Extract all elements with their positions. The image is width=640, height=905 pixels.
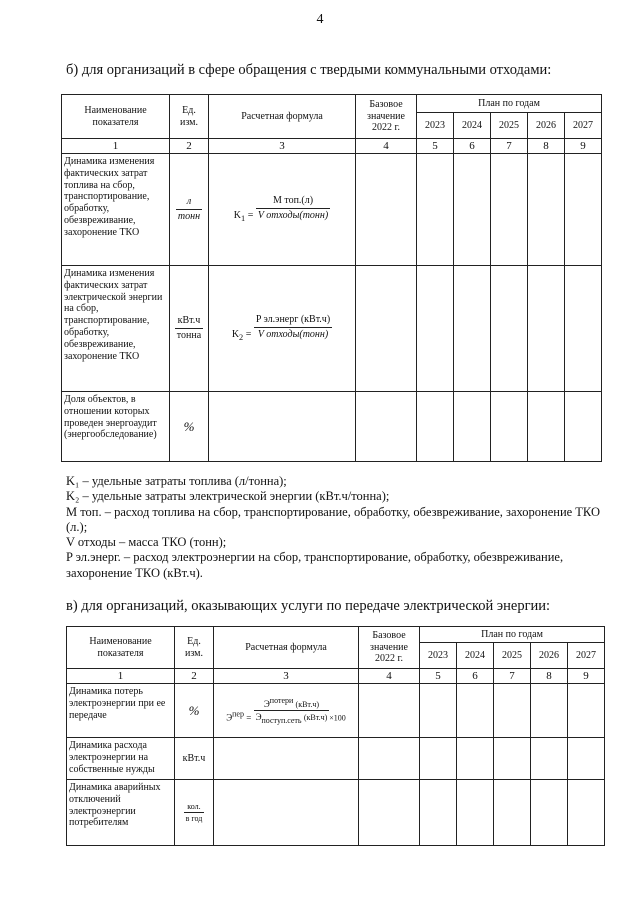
base-value-cell	[359, 738, 420, 780]
indicator-name: Динамика изменения фактических затрат электрической энергии на сбор, транспортирование, обработку, обезвреживание, захоронение ТКО	[62, 266, 170, 392]
col-number: 5	[420, 669, 457, 684]
formula-cell	[209, 392, 356, 462]
legend-item: P эл.энерг. – расход электроэнергии на сбор, транспортирование, обработку, обезвреживание, захоронение ТКО (кВт.ч).	[66, 550, 564, 580]
plan-cell	[420, 738, 457, 780]
formula-lhs: K	[233, 209, 242, 221]
header-base: Базовое значение 2022 г.	[356, 95, 417, 139]
plan-cell	[531, 738, 568, 780]
unit-numerator: кол.	[184, 802, 205, 813]
header-year: 2023	[417, 113, 454, 139]
plan-cell	[417, 392, 454, 462]
formula-cell: $K_2$ = $\frac{\text{P эл.энерг (кВт.ч)}}{\text{V отходы(тонн)}}$	[209, 266, 356, 392]
table-row	[62, 154, 602, 266]
col-number: 9	[568, 669, 605, 684]
plan-cell	[568, 738, 605, 780]
plan-cell	[494, 738, 531, 780]
header-year: 2025	[491, 113, 528, 139]
header-year: 2023	[420, 643, 457, 669]
formula-num-main: Э	[263, 698, 270, 709]
header-name: Наименование показателя	[67, 627, 175, 669]
formula-lhs-sub: 2	[239, 332, 244, 342]
formula-numerator: M топ.(л)	[256, 195, 330, 209]
col-number: 6	[457, 669, 494, 684]
header-plan: План по годам	[417, 95, 602, 113]
header-year: 2025	[494, 643, 531, 669]
formula-tail: ×100	[329, 713, 346, 723]
unit-denominator: тонна	[176, 330, 202, 341]
plan-cell	[528, 392, 565, 462]
col-number: 3	[209, 139, 356, 154]
base-value-cell	[359, 684, 420, 738]
legend-item: M топ. – расход топлива на сбор, транспортирование, обработку, обезвреживание, захоронение ТКО (л.);	[66, 504, 600, 534]
plan-cell	[568, 780, 605, 846]
table-waste	[61, 94, 602, 462]
plan-cell	[491, 392, 528, 462]
unit-cell	[170, 154, 209, 266]
formula-den-sub: поступ.сеть	[261, 715, 302, 725]
plan-cell	[454, 266, 491, 392]
plan-cell	[491, 154, 528, 266]
legend	[66, 474, 600, 581]
col-number: 6	[454, 139, 491, 154]
table-row	[62, 392, 602, 462]
formula-cell: $Э^{пер}$ = $\frac{Э^{потери} (кВт.ч)}{Э_{поступ.сеть} (кВт.ч)}$ ×100	[214, 684, 359, 738]
plan-cell	[417, 154, 454, 266]
plan-cell	[528, 154, 565, 266]
plan-cell	[568, 684, 605, 738]
unit-cell: кВт.ч	[175, 738, 214, 780]
header-plan: План по годам	[420, 627, 605, 643]
unit-cell	[175, 780, 214, 846]
unit-cell: %	[175, 684, 214, 738]
col-number: 5	[417, 139, 454, 154]
plan-cell	[420, 780, 457, 846]
header-year: 2024	[457, 643, 494, 669]
col-number: 8	[531, 669, 568, 684]
formula-lhs-sup: пер	[232, 709, 244, 719]
formula-lhs: Э	[226, 712, 233, 723]
col-number: 9	[565, 139, 602, 154]
plan-cell	[565, 266, 602, 392]
header-formula: Расчетная формула	[214, 627, 359, 669]
indicator-name: Доля объектов, в отношении которых проведен энергоаудит (энергообследование)	[62, 392, 170, 462]
formula-denominator: V отходы(тонн)	[257, 209, 329, 221]
formula-num-unit: (кВт.ч)	[295, 699, 320, 709]
col-number: 7	[494, 669, 531, 684]
plan-cell	[457, 780, 494, 846]
formula-den-main: Э	[255, 712, 262, 723]
formula-num-sup: потери	[269, 695, 294, 705]
plan-cell	[454, 154, 491, 266]
unit-cell: %	[170, 392, 209, 462]
section-b-title: б) для организаций в сфере обращения с твердыми коммунальными отходами:	[66, 62, 552, 78]
col-number: 2	[170, 139, 209, 154]
formula-den-unit: (кВт.ч)	[303, 713, 328, 723]
header-year: 2027	[565, 113, 602, 139]
table-row	[67, 738, 605, 780]
plan-cell	[454, 392, 491, 462]
header-year: 2026	[531, 643, 568, 669]
header-year: 2024	[454, 113, 491, 139]
plan-cell	[491, 266, 528, 392]
unit-numerator: л	[176, 196, 202, 210]
base-value-cell	[356, 154, 417, 266]
formula-lhs: K	[231, 328, 240, 340]
col-number: 3	[214, 669, 359, 684]
col-number: 7	[491, 139, 528, 154]
col-number: 1	[67, 669, 175, 684]
formula-denominator: V отходы(тонн)	[257, 328, 329, 340]
formula-cell: $K_1$ = $\frac{\text{M топ.(л)}}{\text{V отходы(тонн)}}$	[209, 154, 356, 266]
header-formula: Расчетная формула	[209, 95, 356, 139]
legend-item: K₂ – удельные затраты электрической энергии (кВт.ч/тонна);	[66, 489, 390, 504]
col-number: 2	[175, 669, 214, 684]
unit-denominator: тонн	[177, 211, 201, 222]
legend-item: V отходы – масса ТКО (тонн);	[66, 535, 227, 549]
header-unit: Ед. изм.	[170, 95, 209, 139]
base-value-cell	[359, 780, 420, 846]
col-number: 4	[356, 139, 417, 154]
plan-cell	[531, 684, 568, 738]
plan-cell	[457, 684, 494, 738]
indicator-name: Динамика изменения фактических затрат топлива на сбор, транспортирование, обработку, обезвреживание, захоронение ТКО	[62, 154, 170, 266]
table-row	[62, 266, 602, 392]
header-year: 2026	[528, 113, 565, 139]
plan-cell	[494, 780, 531, 846]
plan-cell	[531, 780, 568, 846]
unit-denominator: в год	[185, 814, 203, 823]
header-unit: Ед. изм.	[175, 627, 214, 669]
base-value-cell	[356, 266, 417, 392]
plan-cell	[528, 266, 565, 392]
plan-cell	[565, 392, 602, 462]
page-number: 4	[316, 12, 324, 27]
formula-cell	[214, 738, 359, 780]
plan-cell	[417, 266, 454, 392]
plan-cell	[457, 738, 494, 780]
section-v-title: в) для организаций, оказывающих услуги по передаче электрической энергии:	[66, 598, 551, 614]
col-number: 4	[359, 669, 420, 684]
header-base: Базовое значение 2022 г.	[359, 627, 420, 669]
formula-numerator: P эл.энерг (кВт.ч)	[254, 314, 332, 328]
col-number: 8	[528, 139, 565, 154]
formula-lhs-sub: 1	[241, 213, 246, 223]
plan-cell	[420, 684, 457, 738]
unit-cell	[170, 266, 209, 392]
header-name: Наименование показателя	[62, 95, 170, 139]
table-row	[67, 684, 605, 738]
legend-item: K₁ – удельные затраты топлива (л/тонна);	[66, 474, 287, 488]
table-row	[67, 780, 605, 846]
indicator-name: Динамика аварийных отключений электроэнергии потребителям	[67, 780, 175, 846]
unit-numerator: кВт.ч	[175, 315, 203, 329]
table-electricity	[66, 626, 605, 846]
plan-cell	[565, 154, 602, 266]
col-number: 1	[62, 139, 170, 154]
indicator-name: Динамика потерь электроэнергии при ее передаче	[67, 684, 175, 738]
header-year: 2027	[568, 643, 605, 669]
plan-cell	[494, 684, 531, 738]
formula-cell	[214, 780, 359, 846]
indicator-name: Динамика расхода электроэнергии на собственные нужды	[67, 738, 175, 780]
base-value-cell	[356, 392, 417, 462]
